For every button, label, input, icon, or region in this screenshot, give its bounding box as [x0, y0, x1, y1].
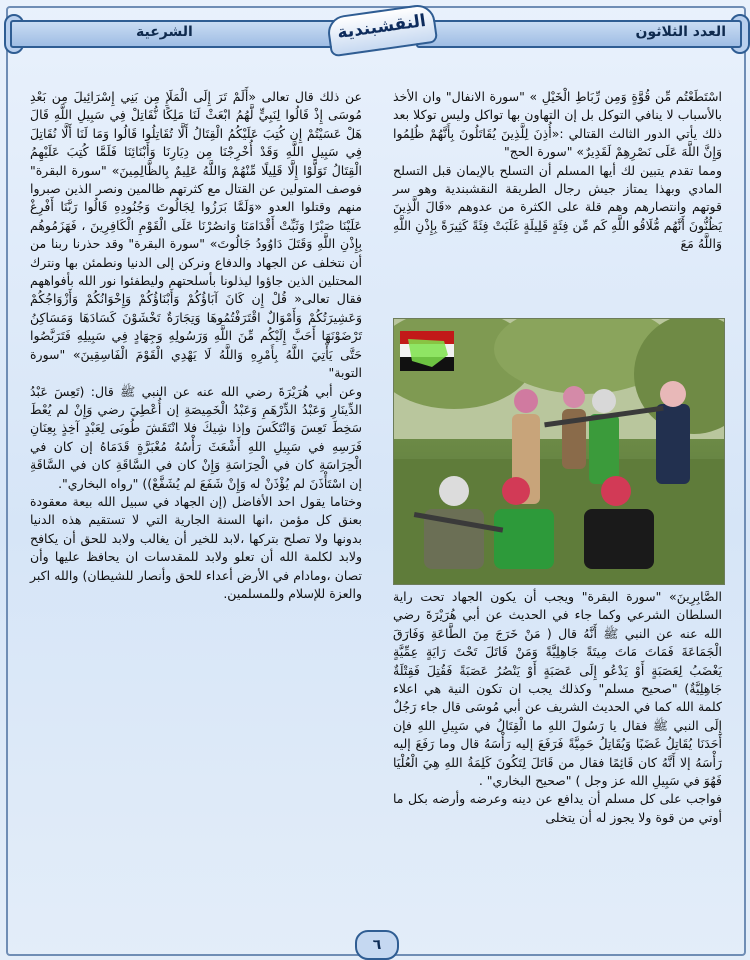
- right-column: [393, 88, 722, 254]
- right-paragraph: اسْتَطَعْتُم مِّن قُوَّةٍ وَمِن رِّبَاطِ الْخَيْلِ » "سورة الانفال" وان الأخذ بالأسباب لا ينافي التوكل بل إن التهاون بها تواكل وليس توكلا بعد ذلك يأتي الدور الثالث القتالي :«أُذِنَ لِلَّذِينَ يُقَاتَلُونَ بِأَنَّهُمْ ظُلِمُوا وَإِنَّ اللَّهَ عَلَى نَصْرِهِمْ لَقَدِيرٌ» "سورة الحج": [393, 89, 722, 160]
- header-ribbon-right: [416, 20, 742, 48]
- left-paragraph: وعن أبي هُرَيْرَةَ رضي الله عنه عن النبي ﷺ قال: (تَعِسَ عَبْدُ الدِّينَارِ وَعَبْدُ الدِّرْهَمِ وَعَبْدُ الْخَمِيصَةِ إن أُعْطِيَ رضي وَإِنْ لم يُعْطَ سَخِطَ تَعِسَ وَانْتَكَسَ وإذا شِيكَ فلا انْتَقَشَ طُوبَى لِعَبْدٍ آخِذٍ بِعِنَانِ فَرَسِهِ في سَبِيلِ اللهِ أَشْعَثَ رَأْسُهُ مُغْبَرَّةٍ قَدَمَاهُ إن كان في الْحِرَاسَةِ كان في الْحِرَاسَةِ وَإِنْ كان في السَّاقَةِ كان في السَّاقَةِ إن اسْتَأْذَنَ لم يُؤْذَنْ له وَإِنْ شَفَعَ لم يُشَفَّعْ)) "رواه البخاري".: [30, 383, 362, 491]
- left-paragraph: عن ذلك قال تعالى «أَلَمْ تَرَ إِلَى الْمَلَإِ مِن بَنِي إِسْرَائِيلَ مِن بَعْدِ مُوسَى إِذْ قَالُوا لِنَبِيٍّ لَّهُمُ ابْعَثْ لَنَا مَلِكًا نُّقَاتِلْ فِي سَبِيلِ اللَّهِ قَالَ هَلْ عَسَيْتُمْ إِن كُتِبَ عَلَيْكُمُ الْقِتَالُ أَلَّا تُقَاتِلُوا قَالُوا وَمَا لَنَا أَلَّا نُقَاتِلَ فِي سَبِيلِ اللَّهِ وَقَدْ أُخْرِجْنَا مِن دِيَارِنَا وَأَبْنَائِنَا فَلَمَّا كُتِبَ عَلَيْهِمُ الْقِتَالُ تَوَلَّوْا إِلَّا قَلِيلًا مِّنْهُمْ وَاللَّهُ عَلِيمٌ بِالظَّالِمِينَ» "سورة البقرة" فوصف المتولين عن القتال مع كثرتهم ظالمين ونصر الذين صبروا منهم وقتلوا العدو «وَلَمَّا بَرَزُوا لِجَالُوتَ وَجُنُودِهِ قَالُوا رَبَّنَا أَفْرِغْ عَلَيْنَا صَبْرًا وَثَبِّتْ أَقْدَامَنَا وَانصُرْنَا عَلَى الْقَوْمِ الْكَافِرِينَ ، فَهَزَمُوهُم بِإِذْنِ اللَّهِ وَقَتَلَ دَاوُودُ جَالُوتَ» "سورة البقرة" وقد حذرنا ربنا من أن نتخلف عن الجهاد والدفاع ونركن إلى الدنيا ونطمئن بها ونترك المحتلين الذين جاؤوا ليذلونا بأسلحتهم وليطفئوا نور الله بأفواههم فقال تعالى« قُلْ إِن كَانَ آبَاؤُكُمْ وَأَبْنَاؤُكُمْ وَإِخْوَانُكُمْ وَأَزْوَاجُكُمْ وَعَشِيرَتُكُمْ وَأَمْوَالٌ اقْتَرَفْتُمُوهَا وَتِجَارَةٌ تَخْشَوْنَ كَسَادَهَا وَمَسَاكِنُ تَرْضَوْنَهَا أَحَبَّ إِلَيْكُم مِّنَ اللَّهِ وَرَسُولِهِ وَجِهَادٍ فِي سَبِيلِهِ فَتَرَبَّصُوا حَتَّى يَأْتِيَ اللَّهُ بِأَمْرِهِ وَاللَّهُ لَا يَهْدِي الْقَوْمَ الْفَاسِقِينَ» "سورة التوبة": [30, 89, 362, 381]
- right-lower-paragraph: الصَّابِرِينَ» "سورة البقرة" ويجب أن يكون الجهاد تحت راية السلطان الشرعي وكما جاء في الحديث عن أبي هُرَيْرَةَ رضي الله عنه عن النبي ﷺ أَنَّهُ قال ( مَنْ خَرَجَ مِنَ الطَّاعَةِ وَفَارَقَ الْجَمَاعَةَ فَمَاتَ مَاتَ مِيتَةً جَاهِلِيَّةً وَمَنْ قَاتَلَ تَحْتَ رَايَةٍ عِمِّيَّةٍ يَغْضَبُ لِعَصَبَةٍ أَوْ يَدْعُو إِلَى عَصَبَةٍ أَوْ يَنْصُرُ عَصَبَةً فَقُتِلَ فَقِتْلَةٌ جَاهِلِيَّةٌ) "صحيح مسلم" وكذلك يجب ان تكون النية هي اعلاء كلمة الله كما في الحديث الشريف عن أبي مُوسَى قال جاء رَجُلٌ إِلَى النبي ﷺ فقال يا رَسُولَ اللهِ ما الْقِتَالُ في سَبِيلِ اللهِ فإن أَحَدَنَا يُقَاتِلُ غَضَبًا وَيُقَاتِلُ حَمِيَّةً فَرَفَعَ إليه رَأْسَهُ قال وما رَفَعَ إليه رَأْسَهُ إلا أَنَّهُ كان قَائِمًا فقال من قَاتَلَ لِتَكُونَ كَلِمَةُ اللهِ هِيَ الْعُلْيَا فَهُوَ في سَبِيلِ الله عز وجل ) "صحيح البخاري" .: [393, 589, 722, 789]
- photo-fighters-icon: [393, 318, 725, 585]
- section-label: الشرعية: [136, 24, 193, 40]
- issue-label: العدد الثلاثون: [635, 24, 726, 40]
- header-ribbon-left: [10, 20, 340, 48]
- right-paragraph: ومما تقدم يتبين لك أيها المسلم أن التسلح بالإيمان قبل التسلح المادي وبهذا يمتاز جيش رجال الطريقة النقشبندية وهو سر قوتهم وانتصارهم وهم قلة على الكثرة من عدوهم «قَالَ الَّذِينَ يَظُنُّونَ أَنَّهُم مُّلَاقُو اللَّهِ كَم مِّن فِئَةٍ قَلِيلَةٍ غَلَبَتْ فِئَةً كَثِيرَةً بِإِذْنِ اللَّهِ وَاللَّهُ مَعَ: [393, 162, 722, 252]
- left-column: [30, 88, 362, 603]
- page-number: ٦: [355, 930, 399, 960]
- photo-illustration: [394, 319, 724, 584]
- right-lower-paragraph: فواجب على كل مسلم أن يدافع عن دينه وعرضه وأرضه بكل ما أوتي من قوة ولا يجوز له أن يتخلى: [393, 791, 722, 825]
- left-paragraph: وختاما يقول احد الأفاضل (إن الجهاد في سبيل الله بيعة معقودة بعنق كل مؤمن ،انها السنة الجارية التي لا تستقيم هذه الدنيا بدونها ولا تصلح بتركها ،لابد للخير أن يغالب ولابد للحق أن يكافح ولابد لكلمة الله أن تعلو ولابد للمقدسات ان يحافظ عليها وأن تصان ،ومادام في الأرض أعداء للحق وأنصار للشيطان) والله اكبر والعزة للإسلام وللمسلمين.: [30, 493, 362, 601]
- page-title: النقشبندية: [336, 10, 428, 44]
- right-column-lower: [393, 588, 722, 827]
